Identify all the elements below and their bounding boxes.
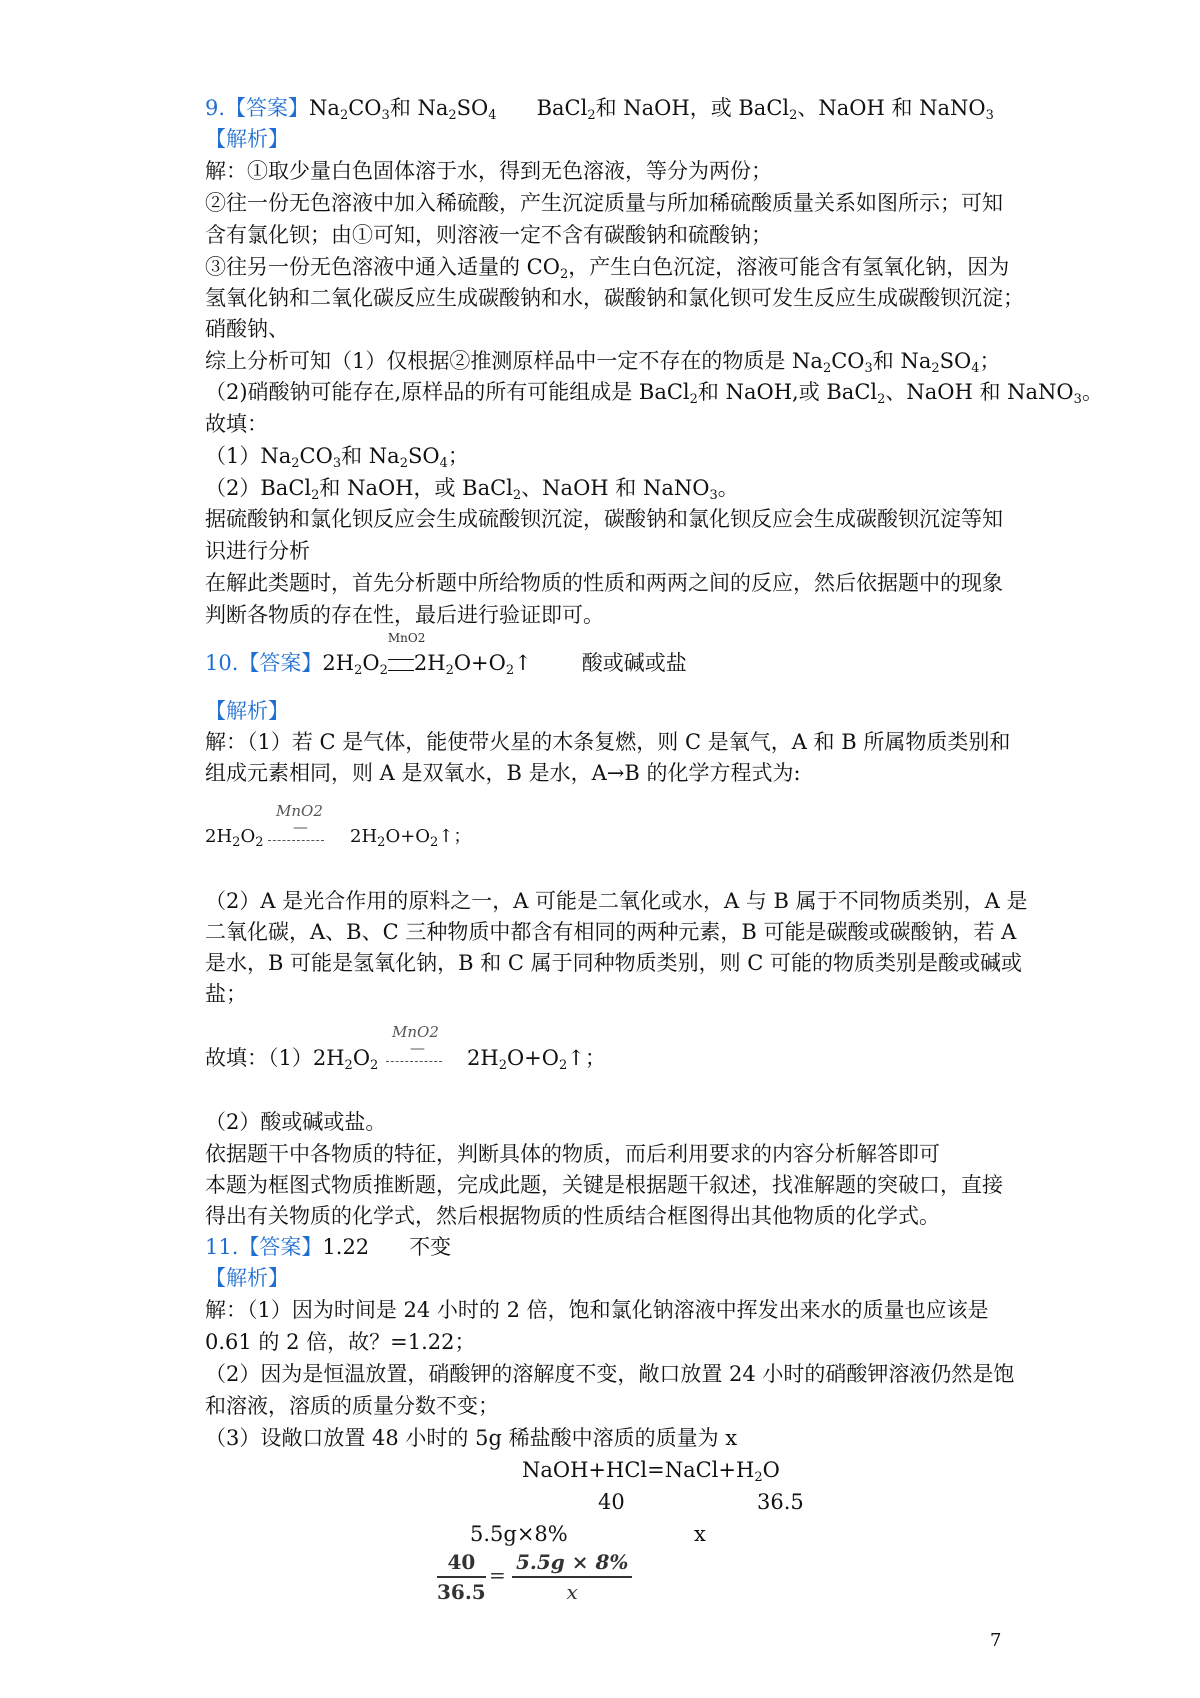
q9-answer-tag: 【答案】 bbox=[225, 96, 310, 120]
q10-fill-line: 故填：$(1)2H_2O_2$ bbox=[205, 1046, 379, 1073]
q9-text-line: 解：①取少量白色固体溶于水，得到无色溶液，等分为两份； bbox=[205, 159, 772, 183]
q10-equation-line: $2H_2O_2$ bbox=[205, 826, 264, 850]
q11-mass-given: 5.5g×8% bbox=[470, 1522, 568, 1546]
q11-answer-tag: 【答案】 bbox=[238, 1235, 323, 1259]
q11-answer-line: 11.【答案】1.22 不变 bbox=[205, 1235, 452, 1259]
equals-sign: — bbox=[410, 1039, 425, 1057]
q10-text-line: 组成元素相同，则 A 是双氧水，B 是水，A→B 的化学方程式为: bbox=[205, 761, 801, 785]
q10-text-line: （2）A 是光合作用的原料之一，A 可能是二氧化或水，A 与 B 属于不同物质类别，A 是 bbox=[205, 889, 1028, 913]
q10-number: 10. bbox=[205, 651, 239, 675]
q11-analysis-tag: 【解析】 bbox=[205, 1266, 289, 1290]
q9-text-line: 硝酸钠、 bbox=[205, 317, 289, 341]
q10-text-line: 解：（1）若 C 是气体，能使带火星的木条复燃，则 C 是氧气，A 和 B 所属物质类别和 bbox=[205, 730, 1011, 754]
q9-number: 9. bbox=[205, 96, 226, 120]
q11-text-line: 解：（1）因为时间是 24 小时的 2 倍，饱和氯化钠溶液中挥发出来水的质量也应该是 bbox=[205, 1298, 989, 1322]
catalyst-label: MnO2 bbox=[392, 1023, 439, 1041]
equals-sign: — bbox=[293, 818, 308, 836]
q10-analysis-tag: 【解析】 bbox=[205, 699, 289, 723]
q10-answer-line: 10.【答案】$2H_2O_2$ MnO2 $2H_2O+O_2↑$ 酸或碱或盐 bbox=[205, 631, 687, 678]
q11-reaction: $NaOH+HCl=NaCl+H_2O$ bbox=[522, 1458, 780, 1485]
reaction-condition: MnO2 bbox=[388, 648, 414, 678]
fraction-left: $\frac{40}{36.5}$ bbox=[437, 1550, 486, 1604]
catalyst-label: MnO2 bbox=[276, 802, 323, 820]
q11-mass-hcl-right: 36.5 bbox=[757, 1490, 804, 1514]
q9-text-line: 在解此类题时，首先分析题中所给物质的性质和两两之间的反应，然后依据题中的现象 bbox=[205, 571, 1003, 595]
q10-text-line: 得出有关物质的化学式，然后根据物质的性质结合框图得出其他物质的化学式。 bbox=[205, 1204, 940, 1228]
q11-text-line: 和溶液，溶质的质量分数不变； bbox=[205, 1394, 499, 1418]
q10-text-line: 盐； bbox=[205, 982, 247, 1006]
q9-text-line: 据硫酸钠和氯化钡反应会生成硫酸钡沉淀，碳酸钠和氯化钡反应会生成碳酸钡沉淀等知 bbox=[205, 507, 1003, 531]
q9-text-line: 故填： bbox=[205, 412, 268, 436]
equals-sign: = bbox=[489, 1563, 506, 1587]
q9-text-line: 判断各物质的存在性，最后进行验证即可。 bbox=[205, 603, 604, 627]
q9-text-line: ②往一份无色溶液中加入稀硫酸，产生沉淀质量与所加稀硫酸质量关系如图所示；可知 bbox=[205, 191, 1003, 215]
fraction-right: $\frac{5.5g \times 8\%}{x}$ bbox=[512, 1550, 632, 1604]
q10-answer-tag: 【答案】 bbox=[238, 651, 323, 675]
q9-analysis-tag: 【解析】 bbox=[205, 127, 289, 151]
q10-text-line: 二氧化碳，A、B、C 三种物质中都含有相同的两种元素，B 可能是碳酸或碳酸钠，若 A bbox=[205, 920, 1017, 944]
q9-text-line: 氢氧化钠和二氧化碳反应生成碳酸钠和水，碳酸钠和氯化钡可发生反应生成碳酸钡沉淀； bbox=[205, 286, 1024, 310]
q9-answer-line: 9.【答案】$Na_2CO_3$和 $Na_2SO_4$ BaCl$_2$和 NaOH，或 BaCl$_2$、NaOH 和 NaNO$_3$ bbox=[205, 96, 994, 123]
q9-text-line: 含有氯化钡；由①可知，则溶液一定不含有碳酸钠和硫酸钠； bbox=[205, 223, 772, 247]
q10-text-line: 依据题干中各物质的特征，判断具体的物质，而后利用要求的内容分析解答即可 bbox=[205, 1142, 940, 1166]
q9-text-line: （2)硝酸钠可能存在,原样品的所有可能组成是 BaCl$_2$和 NaOH,或 BaCl$_2$、NaOH 和 NaNO$_3$。 bbox=[205, 380, 1103, 407]
q11-text-line: 0.61 的 2 倍，故？=1.22； bbox=[205, 1330, 476, 1354]
q9-text-line: $(1)Na_2CO_3$和 $Na_2SO_4$； bbox=[205, 444, 469, 471]
equation-bar bbox=[268, 840, 324, 841]
q10-text-line: 本题为框图式物质推断题，完成此题，关键是根据题干叙述，找准解题的突破口，直接 bbox=[205, 1173, 1003, 1197]
q10-equation-right: $2H_2O+O_2↑$； bbox=[350, 826, 472, 850]
equation-bar bbox=[386, 1061, 442, 1062]
page-number: 7 bbox=[990, 1630, 1002, 1651]
q9-text-line: 识进行分析 bbox=[205, 539, 310, 563]
q9-text-line: 综上分析可知（1）仅根据②推测原样品中一定不存在的物质是 $Na_2CO_3$和 $Na_2SO_4$； bbox=[205, 349, 1001, 376]
q10-text-line: （2）酸或碱或盐。 bbox=[205, 1110, 387, 1134]
q11-mass-hcl: 40 bbox=[598, 1490, 625, 1514]
q11-text-line: （2）因为是恒温放置，硝酸钾的溶解度不变，敞口放置 24 小时的硝酸钾溶液仍然是饱 bbox=[205, 1362, 1015, 1386]
q11-number: 11. bbox=[205, 1235, 239, 1259]
q10-text-line: 是水，B 可能是氢氧化钠，B 和 C 属于同种物质类别，则 C 可能的物质类别是酸或碱或 bbox=[205, 951, 1023, 975]
q11-unknown-x: x bbox=[694, 1522, 706, 1546]
q9-text-line: （2）BaCl$_2$和 NaOH，或 BaCl$_2$、NaOH 和 NaNO$_3$。 bbox=[205, 476, 739, 503]
q11-text-line: （3）设敞口放置 48 小时的 5g 稀盐酸中溶质的质量为 x bbox=[205, 1426, 738, 1450]
q10-fill-right: $2H_2O+O_2↑$； bbox=[467, 1046, 606, 1073]
q9-text-line: ③往另一份无色溶液中通入适量的 $CO_2$，产生白色沉淀，溶液可能含有氢氧化钠，因为 bbox=[205, 255, 1010, 282]
